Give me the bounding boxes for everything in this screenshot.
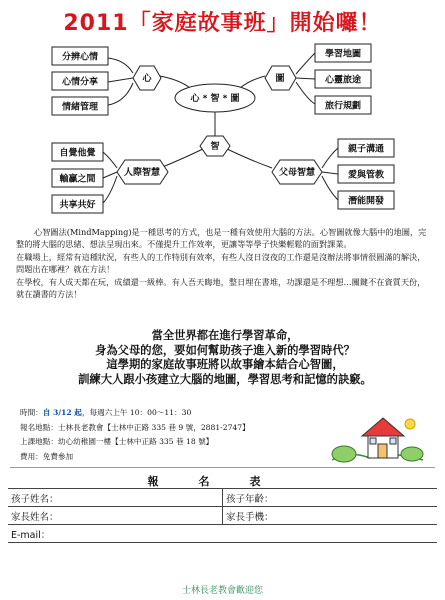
people-item-3: 共享共好 (59, 200, 96, 211)
heart-item-3: 情緒管理 (61, 102, 99, 113)
parent-phone-field[interactable] (223, 507, 438, 525)
time-date: 自 3/12 起 (42, 408, 82, 417)
child-age-field[interactable] (223, 489, 438, 507)
house-illustration (330, 410, 425, 468)
wisdom-label: 智 (210, 142, 220, 152)
separator (10, 467, 435, 468)
time-rest: ，每週六上午 10：00～11：30 (81, 408, 192, 417)
event-details (20, 406, 320, 464)
parent-item-1: 親子溝通 (347, 144, 385, 155)
highlight-line-3: 這學期的家庭故事班將以故事繪本結合心智圖， (106, 357, 344, 371)
highlight-line-2: 身為父母的您，要如何幫助孩子進入新的學習時代？ (95, 342, 355, 357)
mind-map-diagram (0, 0, 445, 225)
registration-form (8, 488, 437, 543)
time-line (20, 406, 320, 421)
footer-text: 士林長老教會歡迎您 (181, 586, 263, 596)
fee-line: 費用：免費參加 (20, 451, 74, 461)
center-label: 心 * 智 * 圖 (190, 94, 240, 104)
highlight-line-1: 當全世界都在進行學習革命， (151, 328, 299, 342)
parents-label: 父母智慧 (278, 168, 316, 178)
people-item-2: 輸贏之間 (59, 174, 96, 185)
map-label: 圖 (275, 74, 285, 84)
parent-items-group (338, 139, 394, 209)
child-age-label: 孩子年齡： (226, 493, 274, 505)
intro-paragraph-1: 心智圖法(MindMapping)是一種思考的方式，也是一種有效使用大腦的方法。心智圖就像大腦中的地圖，完整的將大腦的思緒、想法呈現出來。不僅提升工作效率，更讓等等學子快樂輕鬆的面對課業。 (16, 227, 427, 250)
intro-paragraph-2: 在職場上，經常有這種狀況，有些人的工作特別有效率，有些人沒日沒夜的工作還是沒辦法將事情很圓滿的解決，問題出在哪裡？就在方法！ (16, 251, 426, 275)
email-label: E-mail： (11, 529, 51, 541)
child-name-label: 孩子姓名： (11, 493, 59, 505)
map-item-1: 學習地圖 (324, 49, 362, 60)
time-prefix: 時間： (20, 408, 43, 417)
heart-items-group (52, 47, 108, 115)
heart-item-2: 心情分享 (61, 77, 99, 88)
map-item-3: 旅行規劃 (324, 101, 362, 112)
highlight-line-4: 訓練大人跟小孩建立大腦的地圖，學習思考和記憶的訣竅。 (78, 371, 372, 386)
map-item-2: 心靈旅途 (324, 75, 362, 86)
intro-text (16, 226, 431, 300)
child-name-field[interactable] (8, 489, 223, 507)
venue-line: 上課地點：幼心幼稚園一樓【士林中正路 335 巷 18 號】 (20, 437, 214, 446)
intro-paragraph-3: 在學校，有人成天都在玩，成績還一級棒。有人吾天晦地，整日埋在書堆，功課還是不理想…關鍵不在資質天份，就在讀書的方法！ (16, 276, 426, 300)
parent-item-2: 愛與管教 (347, 170, 385, 181)
map-items-group (315, 44, 371, 114)
parent-name-field[interactable] (8, 507, 223, 525)
form-title: 報名表 (147, 475, 301, 488)
parent-phone-label: 家長手機： (226, 511, 274, 523)
people-items-group (52, 143, 103, 213)
signup-line: 報名地點：士林長老教會【士林中正路 335 巷 9 號，2881-2747】 (20, 422, 250, 432)
heart-label: 心 (142, 74, 152, 84)
people-item-1: 自覺他覺 (59, 148, 96, 159)
people-label: 人際智慧 (123, 168, 161, 178)
page-title: 2011「家庭故事班」開始囉！ (63, 11, 382, 36)
email-field[interactable] (8, 525, 437, 543)
parent-item-3: 潛能開發 (347, 196, 385, 207)
highlight-block (30, 328, 420, 386)
parent-name-label: 家長姓名： (11, 511, 59, 523)
heart-item-1: 分辨心情 (61, 52, 99, 63)
